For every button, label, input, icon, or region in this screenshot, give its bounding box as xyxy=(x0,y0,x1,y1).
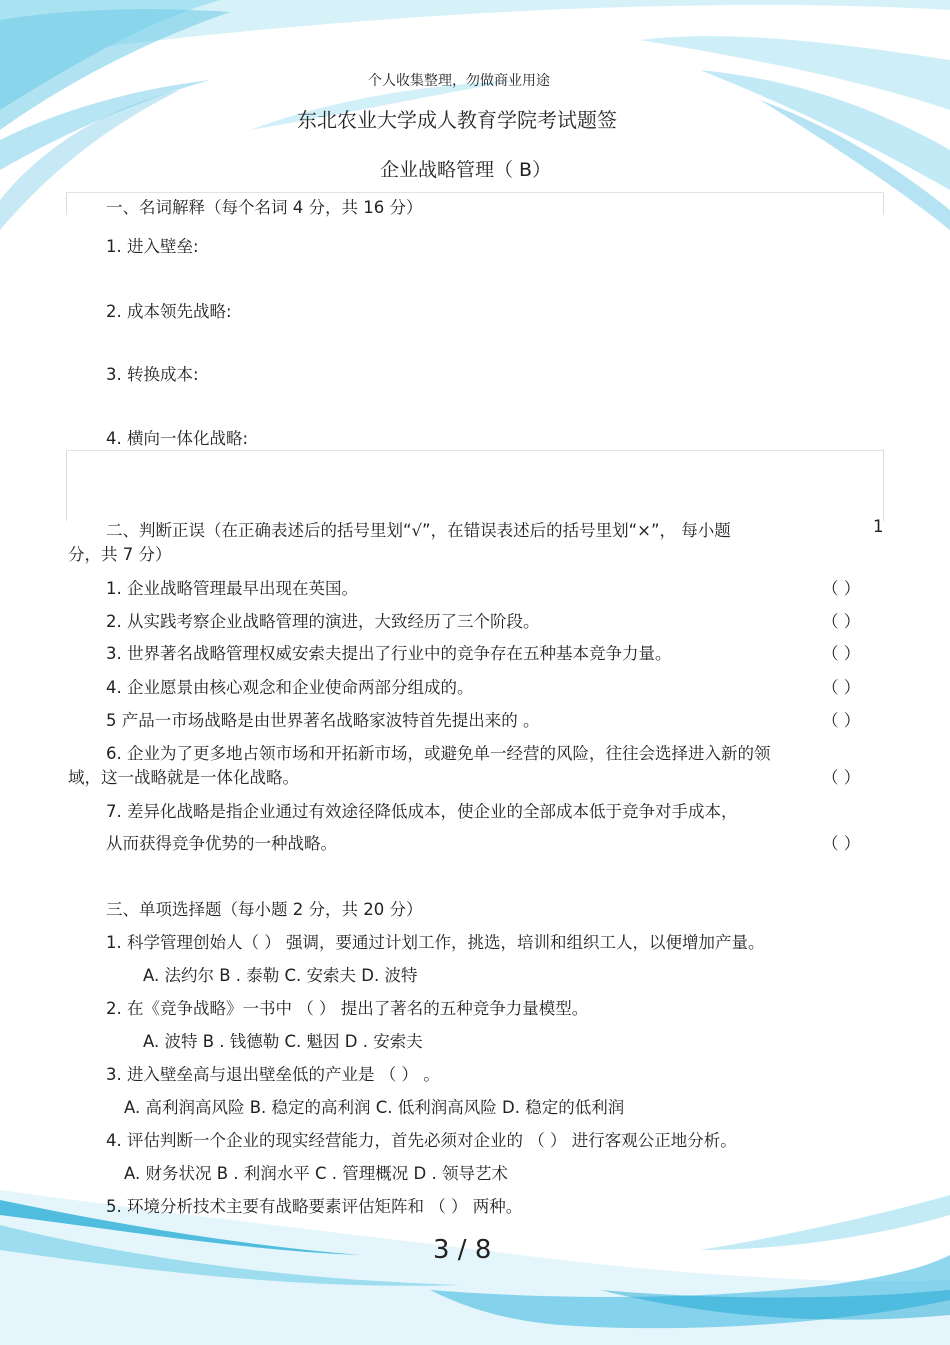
answer-parentheses: （ ） xyxy=(822,711,861,730)
section1-heading: 一、名词解释（每个名词 4 分，共 16 分） xyxy=(106,198,423,217)
answer-parentheses: （ ） xyxy=(822,678,861,697)
section1-item: 1. 进入壁垒: xyxy=(106,237,199,256)
judgement-item: 7. 差异化战略是指企业通过有效途径降低成本，使企业的全部成本低于竞争对手成本， xyxy=(106,802,738,821)
answer-parentheses: （ ） xyxy=(822,834,861,853)
table-frame-middle xyxy=(66,450,884,521)
choice-options: A. 高利润高风险 B. 稳定的高利润 C. 低利润高风险 D. 稳定的低利润 xyxy=(124,1098,625,1117)
section2-heading: 二、判断正误（在正确表述后的括号里划“√”，在错误表述后的括号里划“×”， 每小题 xyxy=(106,521,731,540)
section1-item: 4. 横向一体化战略: xyxy=(106,429,249,448)
judgement-item-continued: 域，这一战略就是一体化战略。 xyxy=(68,768,299,787)
section1-item: 3. 转换成本: xyxy=(106,365,199,384)
answer-parentheses: （ ） xyxy=(822,612,861,631)
judgement-item: 1. 企业战略管理最早出现在英国。 xyxy=(106,579,358,598)
choice-options: A. 波特 B . 钱德勒 C. 魁因 D . 安索夫 xyxy=(143,1032,423,1051)
judgement-item-continued: 从而获得竞争优势的一种战略。 xyxy=(106,834,337,853)
choice-question: 3. 进入壁垒高与退出壁垒低的产业是 （ ） 。 xyxy=(106,1065,440,1084)
judgement-item: 2. 从实践考察企业战略管理的演进，大致经历了三个阶段。 xyxy=(106,612,540,631)
choice-question: 4. 评估判断一个企业的现实经营能力，首先必须对企业的 （ ） 进行客观公正地分析。 xyxy=(106,1131,737,1150)
choice-question: 2. 在《竞争战略》一书中 （ ） 提出了著名的五种竞争力量模型。 xyxy=(106,999,589,1018)
document-title: 东北农业大学成人教育学院考试题签 xyxy=(297,108,617,132)
answer-parentheses: （ ） xyxy=(822,768,861,787)
section2-heading-continued: 分，共 7 分） xyxy=(68,545,172,564)
judgement-item: 4. 企业愿景由核心观念和企业使命两部分组成的。 xyxy=(106,678,474,697)
watermark-text: 个人收集整理，勿做商业用途 xyxy=(368,73,550,89)
section1-item: 2. 成本领先战略: xyxy=(106,302,232,321)
document-subtitle: 企业战略管理（ B） xyxy=(380,159,552,181)
choice-question: 1. 科学管理创始人（ ） 强调，要通过计划工作，挑选，培训和组织工人，以便增加产量。 xyxy=(106,933,765,952)
section2-heading-score: 1 xyxy=(873,517,884,536)
answer-parentheses: （ ） xyxy=(822,644,861,663)
choice-options: A. 财务状况 B . 利润水平 C . 管理概况 D . 领导艺术 xyxy=(124,1164,508,1183)
choice-options: A. 法约尔 B . 泰勒 C. 安索夫 D. 波特 xyxy=(143,966,418,985)
answer-parentheses: （ ） xyxy=(822,579,861,598)
section3-heading: 三、单项选择题（每小题 2 分，共 20 分） xyxy=(106,900,423,919)
judgement-item: 6. 企业为了更多地占领市场和开拓新市场，或避免单一经营的风险，往往会选择进入新的领 xyxy=(106,744,771,763)
choice-question: 5. 环境分析技术主要有战略要素评估矩阵和 （ ） 两种。 xyxy=(106,1197,523,1216)
judgement-item: 3. 世界著名战略管理权威安索夫提出了行业中的竞争存在五种基本竞争力量。 xyxy=(106,644,672,663)
page-number: 3 / 8 xyxy=(433,1235,492,1265)
judgement-item: 5 产品一市场战略是由世界著名战略家波特首先提出来的 。 xyxy=(106,711,540,730)
